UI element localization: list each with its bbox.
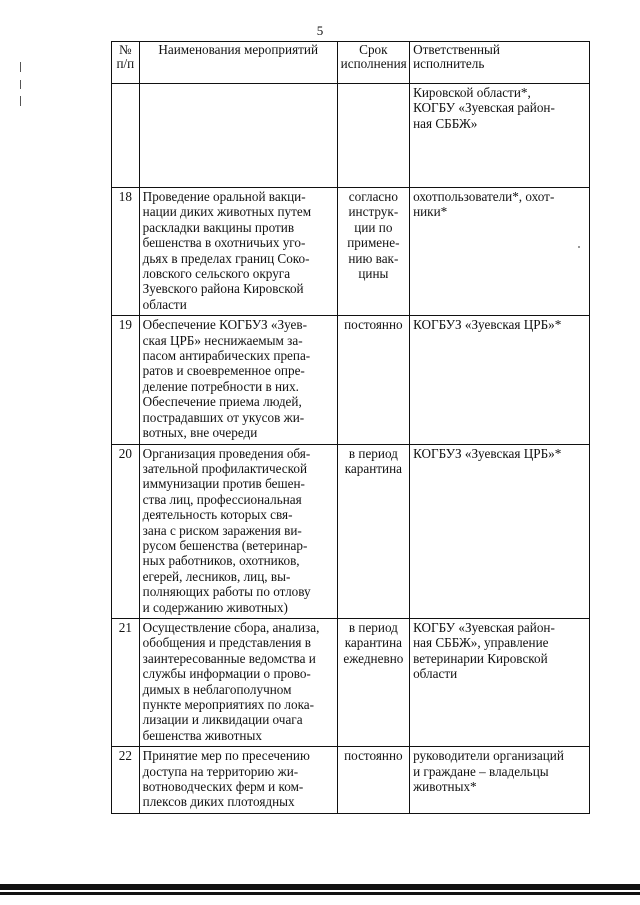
resp-line: КОГБУ «Зуевская район-: [413, 619, 555, 635]
row-num: 21: [112, 618, 140, 746]
row-name: [139, 84, 337, 188]
resp-line: охотпользователи*, охот-: [413, 189, 555, 204]
name-line: Обеспечение приема людей,: [142, 394, 302, 410]
header-resp-line: Ответственный: [413, 42, 500, 57]
table-row: [112, 444, 590, 618]
margin-mark: [20, 96, 21, 106]
header-num-line: №: [119, 42, 132, 57]
name-line: вотноводческих ферм и ком-: [142, 779, 304, 795]
name-line: деятельность которых свя-: [142, 507, 293, 523]
term-line: в период: [348, 445, 398, 461]
row-name: [139, 188, 337, 316]
name-line: русом бешенства (ветеринар-: [142, 537, 308, 553]
resp-line: руководители организаций: [413, 748, 564, 764]
term-line: постоянно: [344, 748, 403, 764]
table-row: [112, 316, 590, 444]
name-line: Проведение оральной вакци-: [142, 189, 306, 204]
resp-line: и граждане – владельцы: [413, 763, 549, 779]
name-line: Осуществление сбора, анализа,: [142, 619, 320, 635]
header-resp: [410, 42, 590, 84]
row-resp: [410, 188, 590, 316]
term-line: нию вак-: [348, 250, 399, 266]
row-num: 18: [112, 188, 140, 316]
header-name: [139, 42, 337, 84]
name-line: области: [142, 296, 187, 312]
resp-line: КОГБУЗ «Зуевская ЦРБ»*: [413, 317, 562, 333]
row-name: [139, 747, 337, 814]
row-num: 22: [112, 747, 140, 814]
name-line: иммунизации против бешен-: [142, 476, 305, 492]
table-header-row: [112, 42, 590, 84]
term-line: постоянно: [344, 317, 403, 333]
name-line: полняющих работы по отлову: [142, 584, 311, 600]
row-num: [112, 84, 140, 188]
term-line: ции по: [354, 219, 393, 235]
bottom-rule: [0, 892, 640, 895]
name-line: Зуевского района Кировской: [142, 281, 304, 297]
term-line: карантина: [344, 635, 403, 651]
header-resp-line: исполнитель: [413, 56, 485, 71]
term-line: цины: [358, 266, 389, 282]
row-term: [337, 618, 409, 746]
name-line: пункте мероприятиях по лока-: [142, 697, 315, 712]
table-row: [112, 84, 590, 188]
name-line: ства лиц, профессиональная: [142, 491, 302, 507]
term-line: ежедневно: [343, 650, 404, 666]
name-line: доступа на территорию жи-: [142, 763, 299, 779]
name-line: ратов и своевременное опре-: [142, 363, 305, 379]
name-line: зательной профилактической: [142, 460, 307, 476]
name-line: дьях в пределах границ Соко-: [142, 250, 310, 266]
name-line: раскладки вакцины против: [142, 219, 295, 235]
name-line: егерей, лесников, лиц, вы-: [142, 568, 291, 584]
margin-mark: [20, 62, 21, 72]
row-resp: [410, 618, 590, 746]
term-line: карантина: [344, 460, 403, 476]
table-row: [112, 618, 590, 746]
row-resp: [410, 747, 590, 814]
resp-line: ная СББЖ», управление: [413, 635, 549, 651]
name-line: нации диких животных путем: [142, 204, 312, 220]
name-line: пострадавших от укусов жи-: [142, 409, 305, 425]
name-line: обобщения и представления в: [142, 635, 311, 651]
name-line: лизации и ликвидации очага: [142, 712, 303, 728]
header-term-line: Срок: [359, 42, 388, 57]
name-line: димых в неблагополучном: [142, 681, 292, 697]
row-name: [139, 316, 337, 444]
name-line: Принятие мер по пресечению: [142, 748, 310, 764]
name-line: плексов диких плотоядных: [142, 794, 295, 810]
name-line: и содержанию животных): [142, 599, 288, 615]
row-name: [139, 444, 337, 618]
resp-line: КОГБУЗ «Зуевская ЦРБ»*: [413, 445, 562, 461]
page-number: 5: [316, 23, 324, 38]
resp-line: ветеринарии Кировской: [413, 650, 548, 666]
row-term: [337, 84, 409, 188]
scan-speck: [578, 246, 580, 248]
resp-line: ная СББЖ»: [413, 115, 478, 131]
row-resp: [410, 444, 590, 618]
name-line: бешенства животных: [142, 727, 262, 743]
term-line: согласно: [348, 189, 398, 204]
row-num: 20: [112, 444, 140, 618]
row-term: [337, 747, 409, 814]
measures-table: [111, 41, 590, 814]
header-num-line: п/п: [116, 56, 135, 71]
row-term: [337, 444, 409, 618]
term-line: инструк-: [348, 204, 399, 220]
table-body: [112, 84, 590, 814]
name-line: пасом антирабических препа-: [142, 348, 311, 364]
resp-line: ники*: [413, 204, 448, 220]
row-term: [337, 188, 409, 316]
row-term: [337, 316, 409, 444]
name-line: вотных, вне очереди: [142, 425, 258, 441]
name-line: Организация проведения обя-: [142, 445, 311, 461]
header-num: [112, 42, 140, 84]
name-line: заинтересованные ведомства и: [142, 650, 316, 666]
header-term: [337, 42, 409, 84]
resp-line: области: [413, 666, 458, 682]
resp-line: животных*: [413, 779, 477, 795]
name-line: ская ЦРБ» неснижаемым за-: [142, 332, 303, 348]
term-line: примене-: [347, 235, 400, 251]
name-line: Обеспечение КОГБУЗ «Зуев-: [142, 317, 307, 333]
resp-line: КОГБУ «Зуевская район-: [413, 100, 555, 116]
name-line: зана с риском заражения ви-: [142, 522, 302, 538]
header-term-line: исполнения: [340, 56, 407, 71]
name-line: ных работников, охотников,: [142, 553, 300, 569]
row-name: [139, 618, 337, 746]
name-line: службы информации о прово-: [142, 666, 311, 682]
table-row: [112, 188, 590, 316]
name-line: ловского сельского округа: [142, 266, 291, 282]
margin-mark: [20, 80, 21, 89]
row-resp: [410, 84, 590, 188]
header-name-line: Наименования мероприятий: [158, 42, 319, 57]
name-line: деление потребности в них.: [142, 378, 299, 394]
table-row: [112, 747, 590, 814]
resp-line: Кировской области*,: [413, 85, 531, 100]
row-resp: [410, 316, 590, 444]
name-line: бешенства в охотничьих уго-: [142, 235, 306, 251]
bottom-rule: [0, 884, 640, 890]
term-line: в период: [348, 619, 398, 635]
row-num: 19: [112, 316, 140, 444]
